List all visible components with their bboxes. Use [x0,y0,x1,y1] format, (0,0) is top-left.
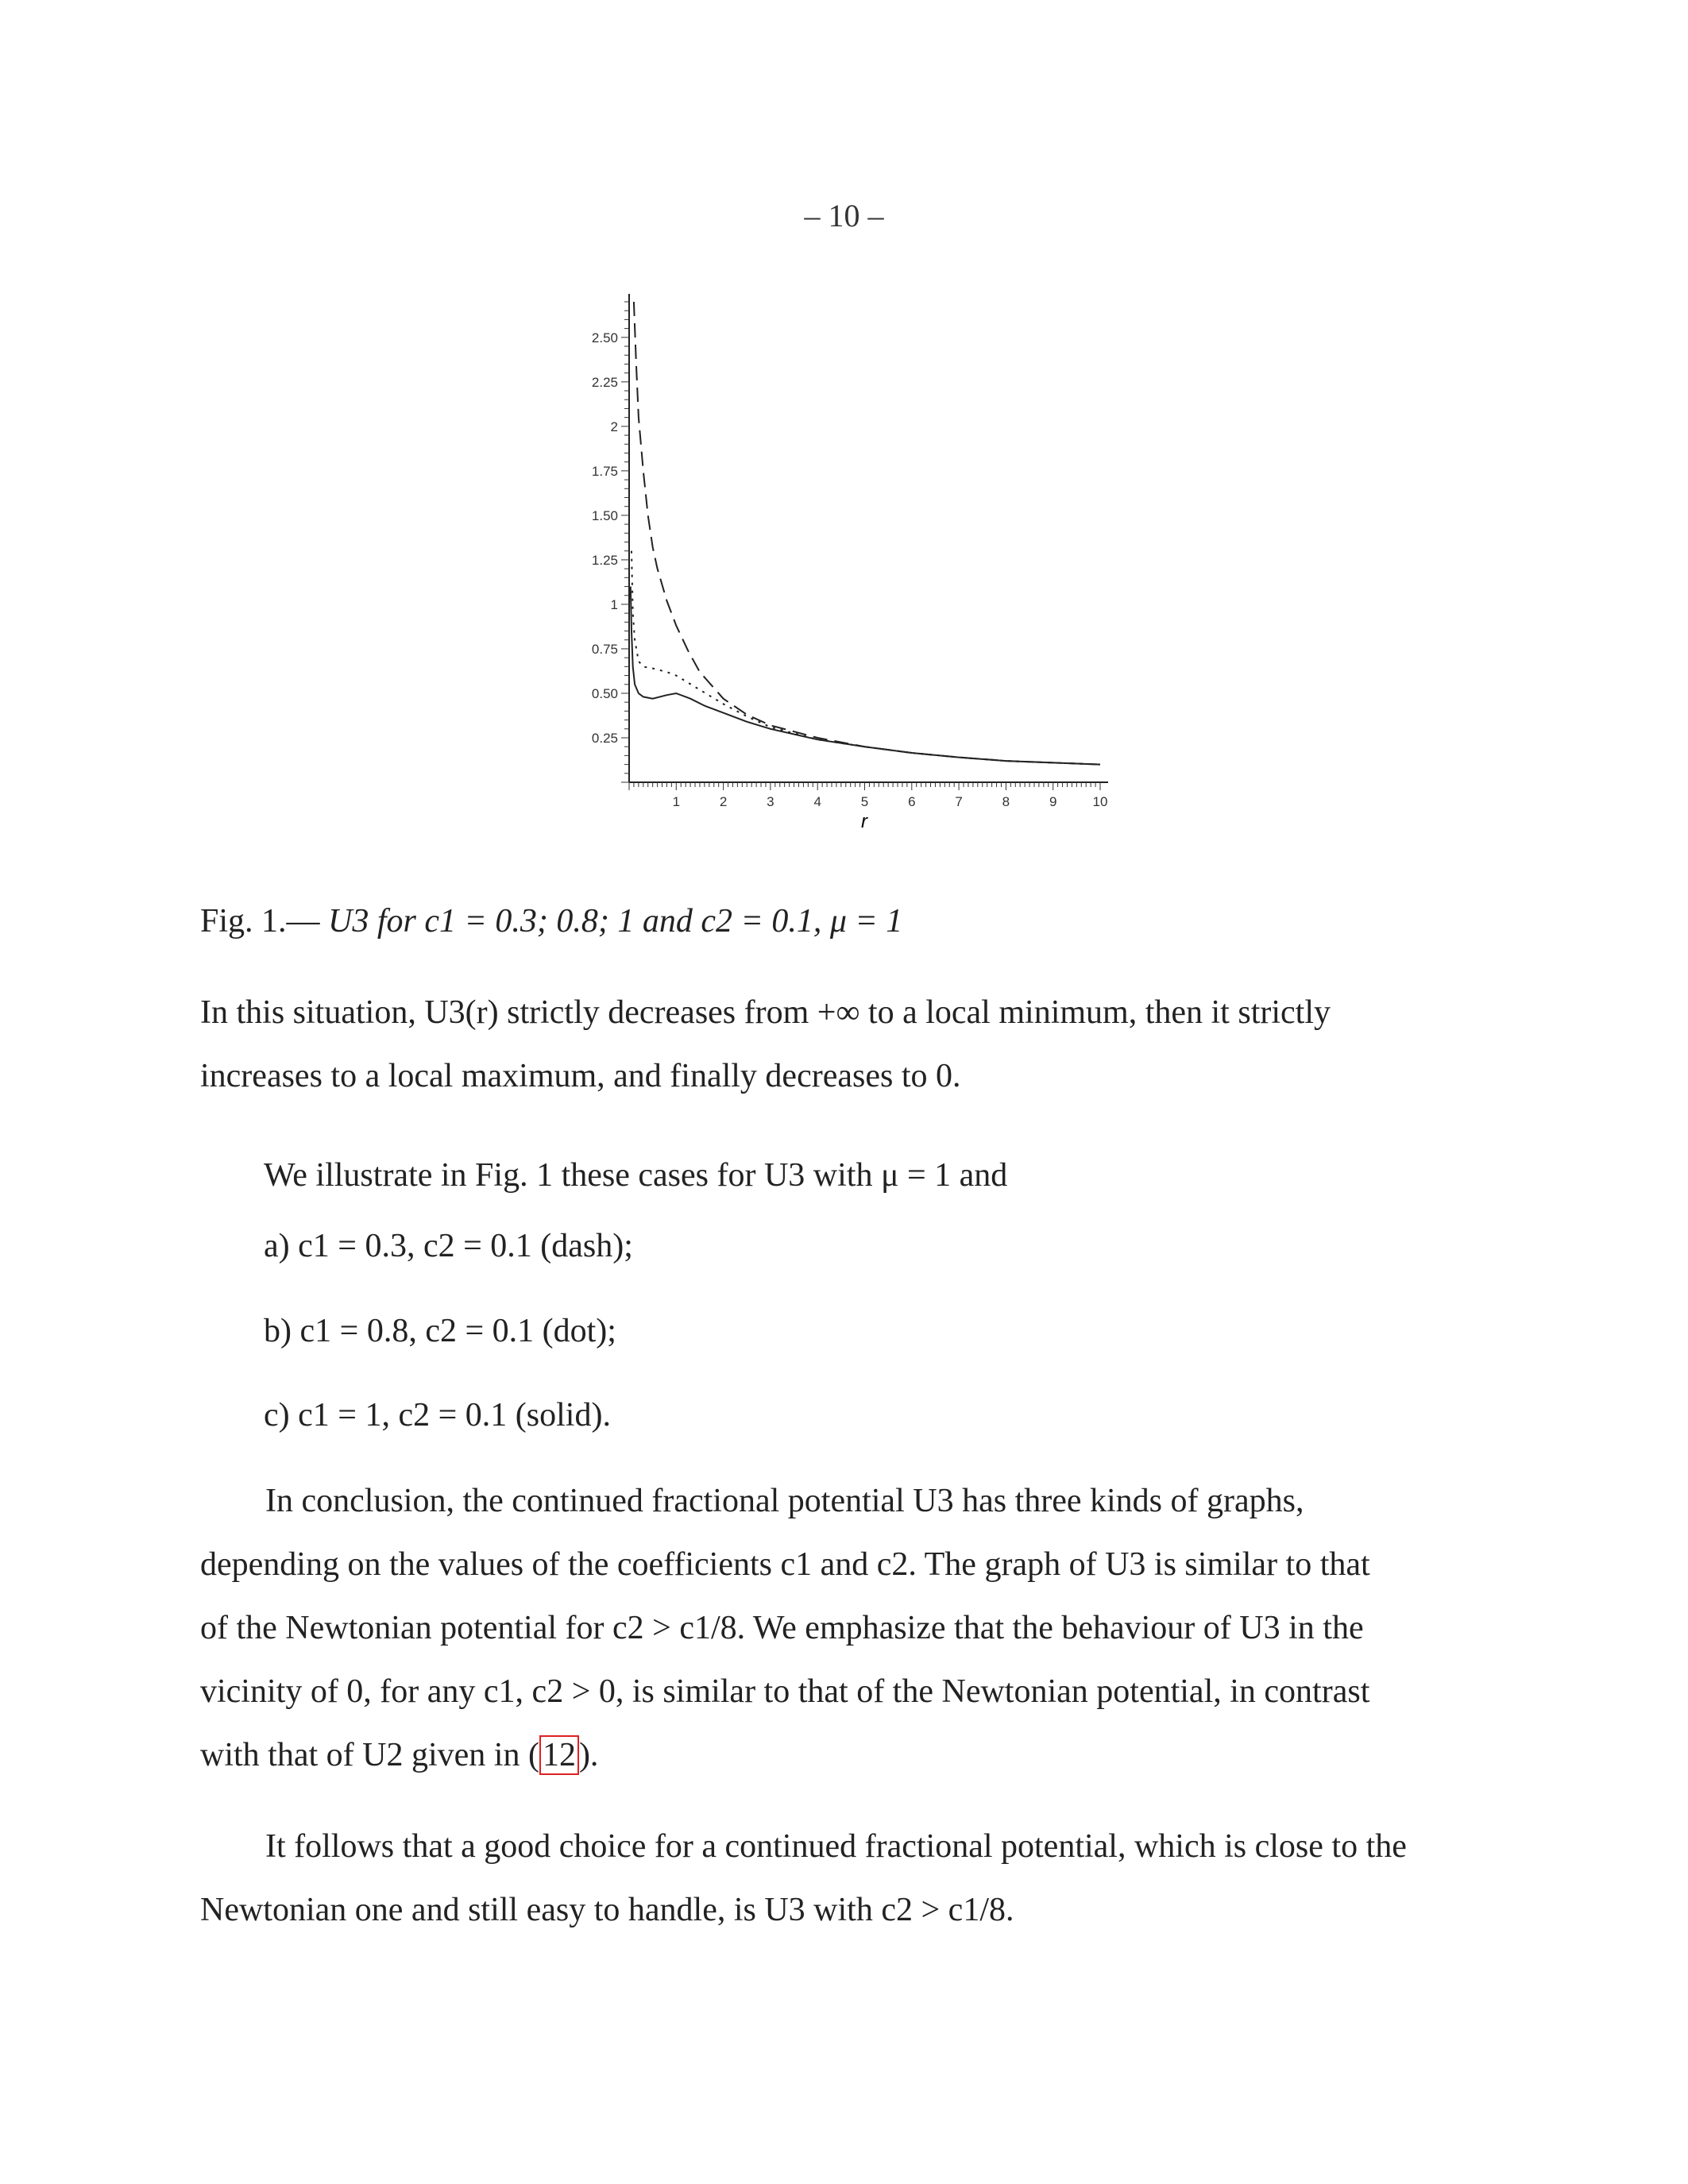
x-tick-label: 9 [1049,794,1057,809]
paragraph-1 [200,981,1487,1108]
y-tick-label: 1 [610,596,618,612]
x-tick-label: 5 [860,794,869,809]
y-tick-label: 0.25 [591,730,618,746]
paragraph-4-line-1: It follows that a good choice for a continued fractional potential, which is close to the [265,1828,1407,1865]
paragraph-1-line-1: In this situation, U3(r) strictly decreases from +∞ to a local minimum, then it strictly [200,994,1331,1031]
x-tick-label: 7 [955,794,963,809]
x-tick-label: 4 [813,794,821,809]
paragraph-1-line-2: increases to a local maximum, and finally decreases to 0. [200,1058,961,1094]
series-line-dot [632,551,1100,765]
y-tick-label: 1.25 [591,552,618,568]
figure-caption [200,902,902,940]
x-tick-label: 8 [1002,794,1010,809]
paragraph-3-line-5 [200,1723,1487,1787]
y-tick-label: 0.75 [591,641,618,657]
chart-ticks [592,302,1108,809]
y-tick-label: 1.75 [591,463,618,479]
paragraph-3-line-5-post: ). [578,1737,599,1773]
x-tick-label: 6 [908,794,916,809]
paragraph-4 [200,1815,1487,1942]
y-tick-label: 2.25 [591,374,618,390]
y-tick-label: 1.50 [591,507,618,523]
figure-1-chart [556,294,1128,850]
caption-label: Fig. 1.— [200,903,320,940]
paragraph-3-line-1: In conclusion, the continued fractional potential U3 has three kinds of graphs, [265,1483,1304,1519]
paragraph-3-line-2: depending on the values of the coefficients c1 and c2. The graph of U3 is similar to that [200,1546,1370,1583]
y-tick-label: 2 [610,419,618,434]
x-tick-label: 1 [672,794,681,809]
paragraph-3-line-5-pre: with that of U2 given in ( [200,1737,539,1773]
x-axis-label: r [861,811,867,832]
y-tick-label: 2.50 [591,330,618,345]
paragraph-3-line-3: of the Newtonian potential for c2 > c1/8. We emphasize that the behaviour of U3 in the [200,1610,1364,1646]
paragraph-3 [200,1469,1487,1787]
paragraph-2: We illustrate in Fig. 1 these cases for U3 with μ = 1 and [264,1157,1008,1194]
list-item-b: b) c1 = 0.8, c2 = 0.1 (dot); [264,1313,616,1349]
page-number: – 10 – [804,198,884,233]
list-item-a: a) c1 = 0.3, c2 = 0.1 (dash); [264,1228,633,1264]
paragraph-4-line-2: Newtonian one and still easy to handle, is U3 with c2 > c1/8. [200,1892,1014,1928]
x-tick-label: 3 [767,794,774,809]
equation-reference-link[interactable]: 12 [539,1735,579,1775]
y-tick-label: 0.50 [591,685,618,701]
list-item-c: c) c1 = 1, c2 = 0.1 (solid). [264,1397,611,1433]
series-line-dash [634,302,1100,765]
chart-series [631,302,1100,765]
series-line-solid [631,587,1100,765]
chart-axes [629,294,1108,782]
x-tick-label: 10 [1092,794,1108,809]
x-tick-label: 2 [719,794,728,809]
caption-text: U3 for c1 = 0.3; 0.8; 1 and c2 = 0.1, μ = 1 [328,903,903,940]
paragraph-3-line-4: vicinity of 0, for any c1, c2 > 0, is similar to that of the Newtonian potential, in contrast [200,1673,1370,1710]
